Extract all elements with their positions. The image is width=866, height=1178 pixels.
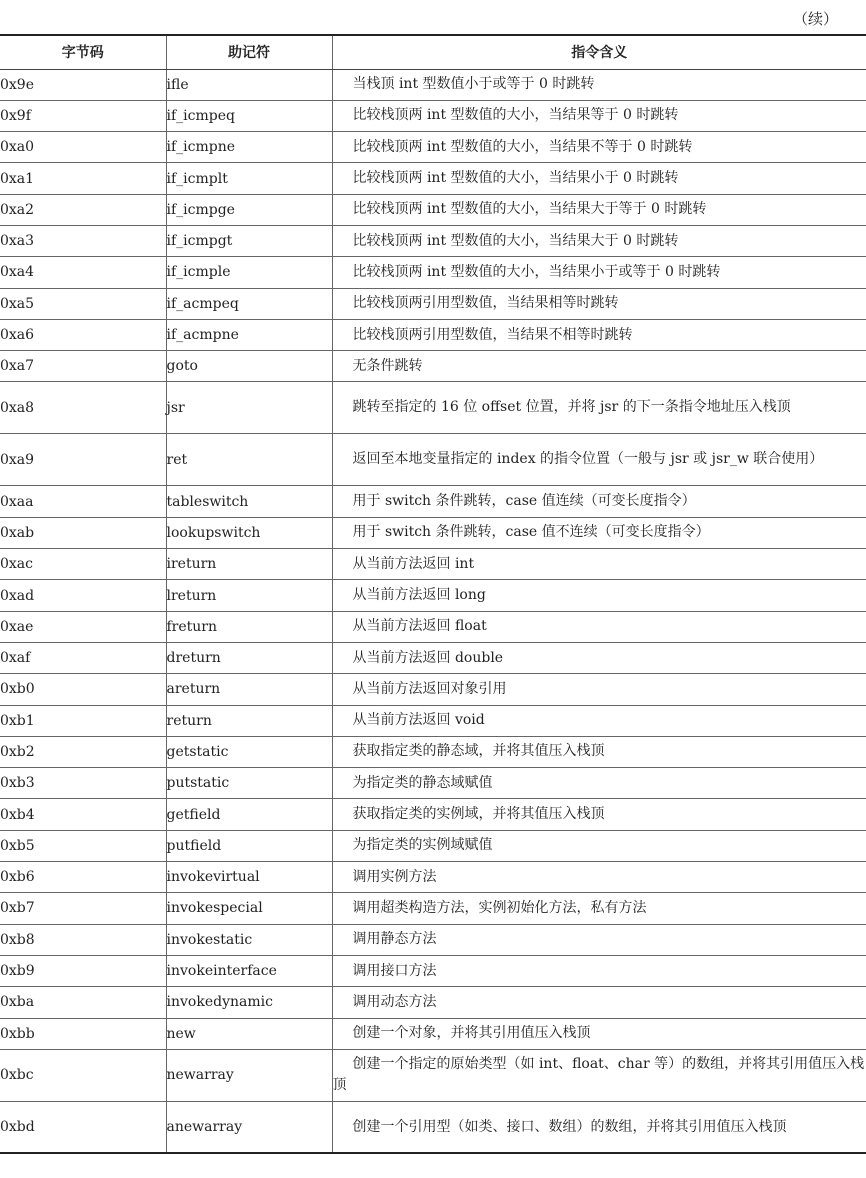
table-row — [0, 642, 866, 673]
table-row — [0, 225, 866, 256]
mnemonic-cell: goto — [166, 351, 332, 382]
meaning-cell: 用于 switch 条件跳转，case 值连续（可变长度指令） — [332, 486, 866, 517]
bytecode-cell: 0xa2 — [0, 194, 166, 225]
mnemonic-cell: invokespecial — [166, 893, 332, 924]
table-row — [0, 799, 866, 830]
meaning-cell: 调用实例方法 — [332, 862, 866, 893]
bytecode-cell: 0xa9 — [0, 434, 166, 486]
mnemonic-cell: jsr — [166, 382, 332, 434]
meaning-cell: 从当前方法返回 float — [332, 611, 866, 642]
mnemonic-cell: anewarray — [166, 1101, 332, 1153]
bytecode-cell: 0xb4 — [0, 799, 166, 830]
table-row — [0, 674, 866, 705]
mnemonic-cell: tableswitch — [166, 486, 332, 517]
table-header — [0, 35, 866, 69]
bytecode-cell: 0xa7 — [0, 351, 166, 382]
table-row — [0, 580, 866, 611]
mnemonic-cell: getfield — [166, 799, 332, 830]
bytecode-cell: 0x9e — [0, 69, 166, 100]
meaning-cell: 获取指定类的实例域，并将其值压入栈顶 — [332, 799, 866, 830]
bytecode-cell: 0xbd — [0, 1101, 166, 1153]
mnemonic-cell: invokestatic — [166, 924, 332, 955]
table-row — [0, 924, 866, 955]
table-body — [0, 69, 866, 1153]
mnemonic-cell: ireturn — [166, 549, 332, 580]
mnemonic-cell: if_icmpgt — [166, 225, 332, 256]
bytecode-cell: 0xa3 — [0, 225, 166, 256]
meaning-cell: 比较栈顶两 int 型数值的大小，当结果小于 0 时跳转 — [332, 163, 866, 194]
meaning-cell: 从当前方法返回对象引用 — [332, 674, 866, 705]
table-row — [0, 549, 866, 580]
bytecode-cell: 0xb3 — [0, 768, 166, 799]
table-row — [0, 1018, 866, 1049]
table-row — [0, 194, 866, 225]
meaning-cell: 返回至本地变量指定的 index 的指令位置（一般与 jsr 或 jsr_w 联合使用） — [332, 434, 866, 486]
table-row — [0, 434, 866, 486]
bytecode-cell: 0xb8 — [0, 924, 166, 955]
bytecode-cell: 0xad — [0, 580, 166, 611]
meaning-cell: 获取指定类的静态域，并将其值压入栈顶 — [332, 736, 866, 767]
table-row — [0, 69, 866, 100]
mnemonic-cell: return — [166, 705, 332, 736]
bytecode-cell: 0xa8 — [0, 382, 166, 434]
table-row — [0, 736, 866, 767]
mnemonic-cell: if_icmple — [166, 257, 332, 288]
mnemonic-cell: if_acmpne — [166, 319, 332, 350]
table-row — [0, 486, 866, 517]
mnemonic-cell: new — [166, 1018, 332, 1049]
bytecode-cell: 0xa6 — [0, 319, 166, 350]
meaning-cell: 当栈顶 int 型数值小于或等于 0 时跳转 — [332, 69, 866, 100]
bytecode-cell: 0xb6 — [0, 862, 166, 893]
bytecode-cell: 0xae — [0, 611, 166, 642]
header-meaning: 指令含义 — [332, 35, 866, 69]
header-mnemonic: 助记符 — [166, 35, 332, 69]
mnemonic-cell: lookupswitch — [166, 517, 332, 548]
meaning-cell: 从当前方法返回 int — [332, 549, 866, 580]
mnemonic-cell: if_icmplt — [166, 163, 332, 194]
bytecode-cell: 0xa4 — [0, 257, 166, 288]
meaning-cell: 比较栈顶两 int 型数值的大小，当结果大于 0 时跳转 — [332, 225, 866, 256]
meaning-cell: 为指定类的实例域赋值 — [332, 830, 866, 861]
meaning-cell: 从当前方法返回 long — [332, 580, 866, 611]
mnemonic-cell: newarray — [166, 1049, 332, 1101]
table-row — [0, 611, 866, 642]
meaning-cell: 用于 switch 条件跳转，case 值不连续（可变长度指令） — [332, 517, 866, 548]
meaning-cell: 比较栈顶两 int 型数值的大小，当结果大于等于 0 时跳转 — [332, 194, 866, 225]
meaning-cell: 比较栈顶两引用型数值，当结果相等时跳转 — [332, 288, 866, 319]
bytecode-cell: 0xab — [0, 517, 166, 548]
table-row — [0, 987, 866, 1018]
table-row — [0, 517, 866, 548]
bytecode-cell: 0xb7 — [0, 893, 166, 924]
bytecode-cell: 0xaa — [0, 486, 166, 517]
bytecode-cell: 0xaf — [0, 642, 166, 673]
bytecode-cell: 0xac — [0, 549, 166, 580]
mnemonic-cell: if_icmpeq — [166, 100, 332, 131]
header-row — [0, 35, 866, 69]
bytecode-cell: 0xbc — [0, 1049, 166, 1101]
bytecode-cell: 0xa0 — [0, 132, 166, 163]
meaning-cell: 跳转至指定的 16 位 offset 位置，并将 jsr 的下一条指令地址压入栈顶 — [332, 382, 866, 434]
meaning-cell: 创建一个引用型（如类、接口、数组）的数组，并将其引用值压入栈顶 — [332, 1101, 866, 1153]
mnemonic-cell: areturn — [166, 674, 332, 705]
bytecode-cell: 0xb2 — [0, 736, 166, 767]
bytecode-cell: 0xb5 — [0, 830, 166, 861]
bytecode-cell: 0x9f — [0, 100, 166, 131]
table-row — [0, 768, 866, 799]
opcode-table — [0, 34, 866, 1154]
meaning-cell: 为指定类的静态域赋值 — [332, 768, 866, 799]
table-row — [0, 955, 866, 986]
meaning-cell: 调用接口方法 — [332, 955, 866, 986]
mnemonic-cell: dreturn — [166, 642, 332, 673]
mnemonic-cell: invokedynamic — [166, 987, 332, 1018]
table-row — [0, 862, 866, 893]
table-row — [0, 830, 866, 861]
meaning-cell: 比较栈顶两 int 型数值的大小，当结果不等于 0 时跳转 — [332, 132, 866, 163]
mnemonic-cell: invokevirtual — [166, 862, 332, 893]
mnemonic-cell: ret — [166, 434, 332, 486]
table-row — [0, 132, 866, 163]
mnemonic-cell: lreturn — [166, 580, 332, 611]
bytecode-cell: 0xa1 — [0, 163, 166, 194]
bytecode-cell: 0xbb — [0, 1018, 166, 1049]
table-row — [0, 893, 866, 924]
mnemonic-cell: ifle — [166, 69, 332, 100]
continued-label: （续） — [792, 10, 838, 28]
table-row — [0, 1101, 866, 1153]
bytecode-cell: 0xb1 — [0, 705, 166, 736]
table-row — [0, 351, 866, 382]
table-row — [0, 382, 866, 434]
meaning-cell: 无条件跳转 — [332, 351, 866, 382]
meaning-cell: 比较栈顶两引用型数值，当结果不相等时跳转 — [332, 319, 866, 350]
meaning-cell: 调用静态方法 — [332, 924, 866, 955]
meaning-cell: 从当前方法返回 void — [332, 705, 866, 736]
mnemonic-cell: if_icmpne — [166, 132, 332, 163]
table-row — [0, 1049, 866, 1101]
bytecode-cell: 0xb9 — [0, 955, 166, 986]
meaning-cell: 创建一个对象，并将其引用值压入栈顶 — [332, 1018, 866, 1049]
bytecode-cell: 0xa5 — [0, 288, 166, 319]
meaning-cell: 比较栈顶两 int 型数值的大小，当结果等于 0 时跳转 — [332, 100, 866, 131]
mnemonic-cell: if_acmpeq — [166, 288, 332, 319]
mnemonic-cell: putfield — [166, 830, 332, 861]
table-row — [0, 257, 866, 288]
meaning-cell: 创建一个指定的原始类型（如 int、float、char 等）的数组，并将其引用值压入栈顶 — [332, 1049, 866, 1101]
mnemonic-cell: freturn — [166, 611, 332, 642]
table-row — [0, 319, 866, 350]
bytecode-cell: 0xba — [0, 987, 166, 1018]
mnemonic-cell: if_icmpge — [166, 194, 332, 225]
table-row — [0, 163, 866, 194]
mnemonic-cell: invokeinterface — [166, 955, 332, 986]
header-bytecode: 字节码 — [0, 35, 166, 69]
meaning-cell: 比较栈顶两 int 型数值的大小，当结果小于或等于 0 时跳转 — [332, 257, 866, 288]
meaning-cell: 调用动态方法 — [332, 987, 866, 1018]
table-row — [0, 288, 866, 319]
bytecode-cell: 0xb0 — [0, 674, 166, 705]
table-row — [0, 100, 866, 131]
meaning-cell: 从当前方法返回 double — [332, 642, 866, 673]
mnemonic-cell: putstatic — [166, 768, 332, 799]
table-row — [0, 705, 866, 736]
meaning-cell: 调用超类构造方法，实例初始化方法，私有方法 — [332, 893, 866, 924]
mnemonic-cell: getstatic — [166, 736, 332, 767]
